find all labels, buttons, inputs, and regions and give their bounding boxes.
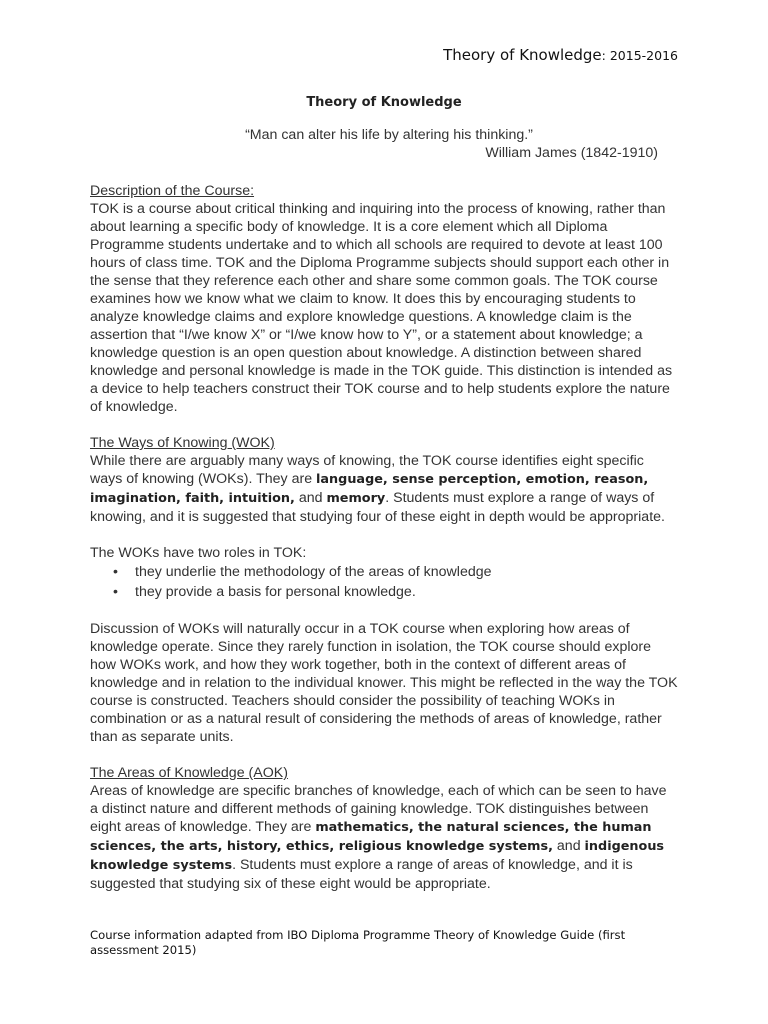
list-item: • they underlie the methodology of the areas of knowledge	[113, 564, 492, 580]
opening-quote: “Man can alter his life by altering his thinking.”	[245, 127, 533, 143]
wok-list-bold: language, sense perception, emotion, reason, imagination, faith, intuition,	[90, 472, 649, 506]
source-footnote: Course information adapted from IBO Diploma Programme Theory of Knowledge Guide (first assessment 2015)	[90, 928, 626, 957]
section-heading-aok: The Areas of Knowledge (AOK)	[90, 765, 288, 781]
section-heading-description: Description of the Course:	[90, 183, 255, 199]
wok-roles-intro: The WOKs have two roles in TOK:	[90, 545, 307, 561]
header-year: 2015-2016	[609, 48, 678, 63]
wok-discussion-paragraph: Discussion of WOKs will naturally occur in a TOK course when exploring how areas of knowledge operate. Since they rarely function in isolation, the TOK course should explore how WOKs work, and how they work together, both in the context of different areas of knowledge and in relation to the individual knower. This might be reflected in the way the TOK course is constructed. Teachers should consider the possibility of teaching WOKs in combination or as a natural result of considering the methods of areas of knowledge, rather than as separate units.	[90, 621, 678, 745]
wok-paragraph: While there are arguably many ways of knowing, the TOK course identifies eight specific ways of knowing (WOKs). They are language, sense perception, emotion, reason, imagination, faith, intuition, and memory. Students must explore a range of ways of knowing, and it is suggested that studying four of these eight in depth would be appropriate.	[90, 453, 665, 525]
bullet-icon: •	[113, 584, 118, 600]
bullet-icon: •	[113, 564, 118, 580]
aok-indigenous-bold: indigenous knowledge systems	[90, 839, 665, 873]
header-separator: :	[601, 48, 610, 63]
wok-memory-bold: memory	[326, 491, 386, 506]
section-heading-wok: The Ways of Knowing (WOK)	[90, 435, 275, 451]
header-course: Theory of Knowledge	[443, 46, 602, 64]
wok-roles-list	[90, 562, 678, 602]
description-paragraph: TOK is a course about critical thinking and inquiring into the process of knowing, rather than about learning a specific body of knowledge. It is a core element which all Diploma Programme students undertake and to which all schools are required to devote at least 100 hours of class time. TOK and the Diploma Programme subjects should support each other in the sense that they reference each other and share some common goals. The TOK course examines how we know what we claim to know. It does this by encouraging students to analyze knowledge claims and explore knowledge questions. A knowledge claim is the assertion that “I/we know X” or “I/we know how to Y”, or a statement about knowledge; a knowledge question is an open question about knowledge. A distinction between shared knowledge and personal knowledge is made in the TOK guide. This distinction is intended as a device to help teachers construct their TOK course and to help students explore the nature of knowledge.	[90, 201, 673, 415]
page-header	[443, 46, 678, 64]
document-body	[90, 94, 678, 893]
aok-paragraph: Areas of knowledge are specific branches of knowledge, each of which can be seen to have a distinct nature and different methods of gaining knowledge. TOK distinguishes between eight areas of knowledge. They are mathematics, the natural sciences, the human sciences, the arts, history, ethics, religious knowledge systems, and indigenous knowledge systems. Students must explore a range of areas of knowledge, and it is suggested that studying six of these eight would be appropriate.	[90, 783, 667, 892]
list-item: • they provide a basis for personal knowledge.	[113, 584, 416, 600]
document-title: Theory of Knowledge	[306, 95, 462, 110]
aok-list-bold: mathematics, the natural sciences, the human sciences, the arts, history, ethics, religious knowledge systems,	[90, 820, 652, 854]
quote-author: William James (1842-1910)	[485, 145, 658, 161]
